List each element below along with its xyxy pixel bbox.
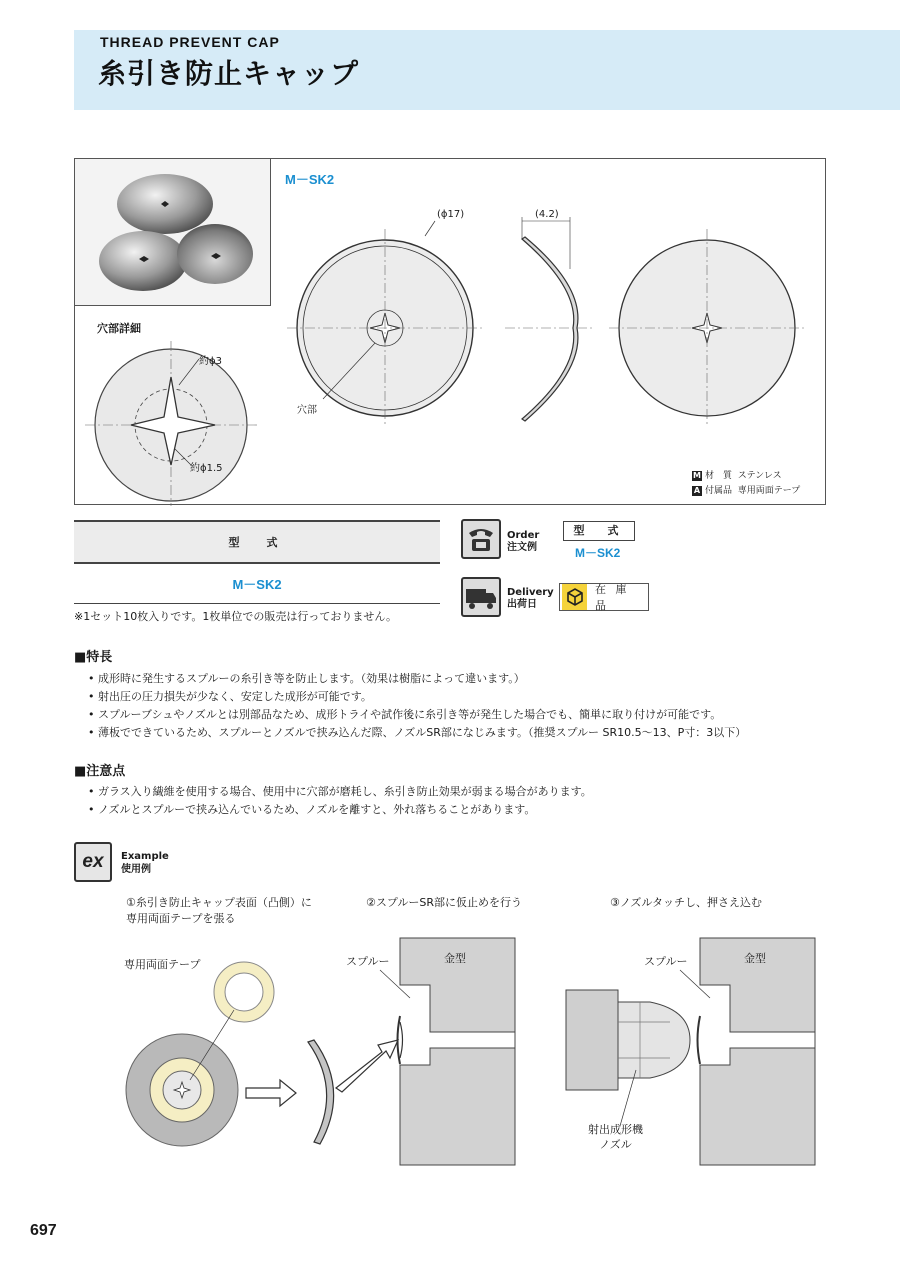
feature-item: • 射出圧の圧力損失が少なく、安定した成形が可能です。 xyxy=(88,688,746,706)
tape-and-cap xyxy=(126,962,274,1146)
header-title-en: THREAD PREVENT CAP xyxy=(100,34,280,50)
back-view xyxy=(609,229,805,427)
delivery-label-jp: 出荷日 xyxy=(507,599,537,610)
delivery-label xyxy=(507,587,554,611)
example-icon: ex xyxy=(74,842,112,882)
type-table-row: M－SK2 xyxy=(74,564,440,604)
order-label-en: Order xyxy=(507,530,540,541)
hole-detail-view xyxy=(85,341,259,506)
nozzle-label-line-1: 射出成形機 xyxy=(588,1123,643,1136)
nozzle-label xyxy=(588,1122,643,1152)
stock-text: 在 庫 品 xyxy=(595,583,630,612)
stock-badge xyxy=(559,583,649,611)
sprue-label-step-2: スプルー xyxy=(346,955,390,968)
order-type-box: 型 式 xyxy=(563,521,635,541)
material-value: ステンレス xyxy=(737,471,782,481)
order-model: M－SK2 xyxy=(575,546,621,560)
front-view xyxy=(287,221,483,427)
step-1-line-2: 専用両面テープを張る xyxy=(126,912,236,925)
arrow-right-icon xyxy=(246,1080,296,1106)
side-view xyxy=(505,217,595,421)
mold-step-2 xyxy=(398,938,516,1165)
example-label-jp: 使用例 xyxy=(121,864,151,875)
material-info xyxy=(692,469,800,499)
cautions-title: ■注意点 xyxy=(74,764,126,779)
order-label xyxy=(507,530,539,554)
page-number: 697 xyxy=(30,1222,57,1239)
step-2: ②スプルーSR部に仮止めを行う xyxy=(366,896,523,909)
feature-item: • 薄板でできているため、スプルーとノズルで挟み込んだ際、ノズルSR部になじみます。（推奨スプルー SR10.5〜13、P寸：3以下） xyxy=(88,724,746,742)
example-label-en: Example xyxy=(121,851,169,862)
caution-item: • ノズルとスプルーで挟み込んでいるため、ノズルを離すと、外れ落ちることがあります。 xyxy=(88,801,592,819)
hole-label: 穴部 xyxy=(297,405,317,416)
mold-label-step-3: 金型 xyxy=(744,952,766,965)
type-table xyxy=(74,520,440,604)
cautions-list xyxy=(88,783,592,819)
features-title: ■特長 xyxy=(74,650,113,665)
sprue-label-step-3: スプルー xyxy=(644,955,688,968)
arrow-diagonal-icon xyxy=(336,1040,398,1092)
material-tag: M xyxy=(693,471,701,480)
step-1-line-1: ①糸引き防止キャップ表面（凸側）に xyxy=(126,896,312,909)
dim-diameter: (ϕ17) xyxy=(437,209,465,220)
drawing-model-label: M－SK2 xyxy=(285,172,335,187)
accessory-label: 付属品 xyxy=(705,486,733,496)
feature-item: • 成形時に発生するスプルーの糸引き等を防止します。（効果は樹脂によって違います。） xyxy=(88,670,746,688)
hole-detail-title: 穴部詳細 xyxy=(97,322,141,335)
phone-icon xyxy=(461,519,501,559)
dim-approx-1-5: 約ϕ1.5 xyxy=(190,463,223,474)
drawing-panel xyxy=(74,158,826,505)
mold-label-step-2: 金型 xyxy=(444,952,466,965)
dim-height: (4.2) xyxy=(535,209,559,220)
example-label xyxy=(121,850,169,876)
nozzle-label-line-2: ノズル xyxy=(599,1138,632,1151)
accessory-value: 専用両面テープ xyxy=(737,486,801,496)
caution-item: • ガラス入り繊維を使用する場合、使用中に穴部が磨耗し、糸引き防止効果が弱まる場合があります。 xyxy=(88,783,592,801)
box-icon xyxy=(562,584,587,610)
features-list xyxy=(88,670,746,742)
accessory-tag: A xyxy=(693,486,701,495)
set-note: ※1セット10枚入りです。1枚単位での販売は行っておりません。 xyxy=(74,610,397,623)
step-1 xyxy=(126,895,312,927)
delivery-label-en: Delivery xyxy=(507,587,554,598)
order-label-jp: 注文例 xyxy=(507,542,537,553)
tape-label: 専用両面テープ xyxy=(124,958,201,971)
type-table-header: 型 式 xyxy=(74,520,440,564)
dim-approx-3: 約ϕ3 xyxy=(199,356,222,367)
feature-item: • スプルーブシュやノズルとは別部品なため、成形トライや試作後に糸引き等が発生した場合でも、簡単に取り付けが可能です。 xyxy=(88,706,746,724)
step-3: ③ノズルタッチし、押さえ込む xyxy=(610,896,762,909)
cap-side xyxy=(308,1040,334,1144)
material-label: 材 質 xyxy=(705,471,733,481)
header-title-jp: 糸引き防止キャップ xyxy=(98,57,360,90)
material-row xyxy=(692,469,800,484)
accessory-row xyxy=(692,484,800,499)
truck-icon xyxy=(461,577,501,617)
